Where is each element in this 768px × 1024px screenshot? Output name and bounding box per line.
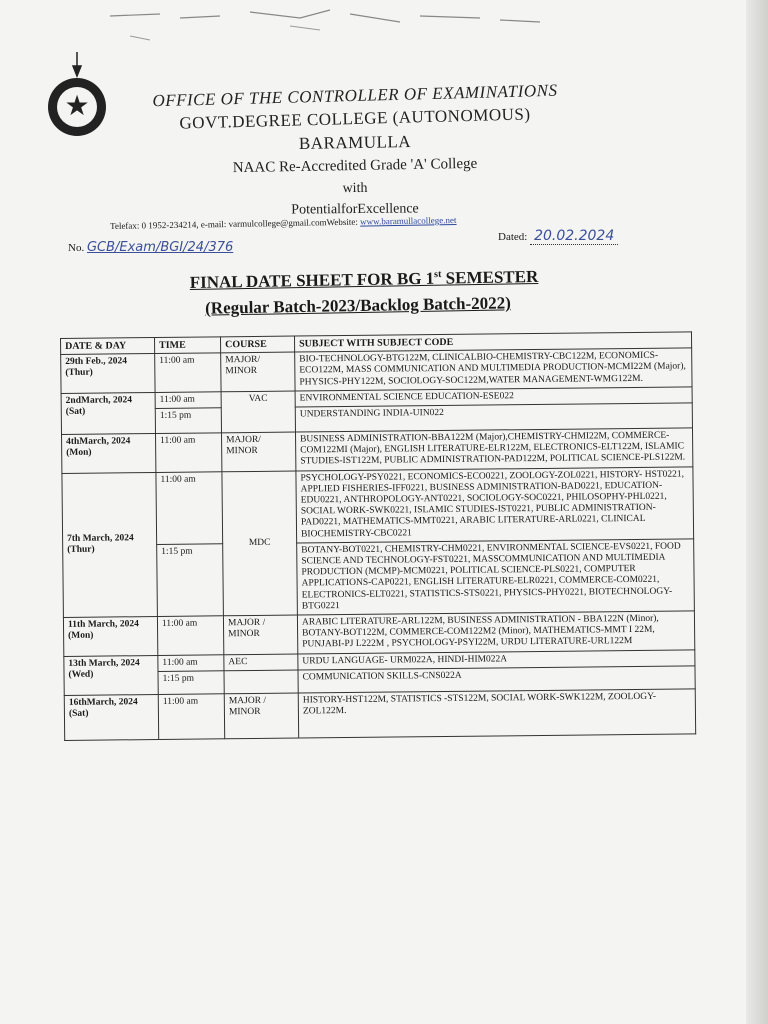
header-date: DATE & DAY <box>61 338 155 355</box>
time-cell: 11:00 am <box>157 616 223 655</box>
table-row <box>61 348 692 393</box>
star-icon: ★ <box>57 87 97 127</box>
office-heading: OFFICE OF THE CONTROLLER OF EXAMINATIONS <box>152 80 558 111</box>
subject-cell: HISTORY-HST122M, STATISTICS -STS122M, SOCIAL WORK-SWK122M, ZOOLOGY-ZOL122M. <box>298 689 695 738</box>
date-cell: 4thMarch, 2024 (Mon) <box>62 434 156 474</box>
reference-number <box>68 240 233 255</box>
course-cell: MAJOR / MINOR <box>224 693 298 739</box>
table-row <box>63 539 695 618</box>
time-cell: 11:00 am <box>155 392 221 409</box>
emblem-pendant-icon <box>72 52 82 78</box>
contact-details: Telefax: 0 1952-234214, e-mail: varmulcollege@gmail.comWebsite: <box>109 216 361 232</box>
time-cell: 1:15 pm <box>157 544 224 617</box>
header-subject: SUBJECT WITH SUBJECT CODE <box>294 332 691 352</box>
college-name: GOVT.DEGREE COLLEGE (AUTONOMOUS) <box>179 104 531 133</box>
course-cell: VAC <box>221 391 295 433</box>
date-cell: 16thMarch, 2024 (Sat) <box>64 694 158 740</box>
date-sheet-table <box>60 331 698 886</box>
with-text: with <box>342 180 368 197</box>
naac-grade: NAAC Re-Accredited Grade 'A' College <box>232 155 478 177</box>
college-city: BARAMULLA <box>298 132 412 153</box>
time-cell: 11:00 am <box>155 353 221 392</box>
date-cell: 29th Feb., 2024 (Thur) <box>61 354 155 394</box>
college-emblem-icon <box>48 78 106 136</box>
course-cell: AEC <box>224 654 298 671</box>
header-course: COURSE <box>220 336 294 353</box>
date-cell: 13th March, 2024 (Wed) <box>64 655 158 695</box>
table-row <box>62 428 693 473</box>
title-text: FINAL DATE SHEET FOR BG 1 <box>189 268 435 293</box>
reference-value: GCB/Exam/BGI/24/376 <box>86 240 234 255</box>
pen-scribbles <box>100 4 620 44</box>
dated-value: 20.02.2024 <box>530 228 618 245</box>
title-text-end: SEMESTER <box>441 266 539 288</box>
reference-label: No. <box>68 242 85 254</box>
course-cell-empty <box>224 670 298 694</box>
time-cell: 11:00 am <box>156 471 223 544</box>
header-time: TIME <box>155 337 221 354</box>
motto: PotentialforExcellence <box>291 201 419 218</box>
subject-cell: BUSINESS ADMINISTRATION-BBA122M (Major),CHEMISTRY-CHMI22M, COMMERCE-COM122MI (Major), ENGLISH LITERATURE-ELR122M, ELECTRONICS-ELT122M, ISLAMIC STUDIES-IST122M, PUBLIC ADMINISTRATION-PAD122M, POLITICAL SCIENCE-PLS122M. <box>295 428 692 471</box>
subject-cell: UNDERSTANDING INDIA-UIN022 <box>295 403 692 432</box>
page-edge-shadow <box>746 0 768 1024</box>
course-cell: MAJOR/ MINOR <box>222 432 296 471</box>
time-cell: 11:00 am <box>158 694 224 740</box>
course-cell: MAJOR/ MINOR <box>221 352 295 391</box>
document-subtitle: (Regular Batch-2023/Backlog Batch-2022) <box>205 293 511 318</box>
subject-cell: ENVIRONMENTAL SCIENCE EDUCATION-ESE022 <box>295 387 692 407</box>
subject-cell: URDU LANGUAGE- URM022A, HINDI-HIM022A <box>298 650 695 670</box>
date-cell: 2ndMarch, 2024 (Sat) <box>61 392 155 434</box>
time-cell: 11:00 am <box>158 654 224 671</box>
table-row <box>62 467 694 546</box>
subject-cell: ARABIC LITERATURE-ARL122M, BUSINESS ADMINISTRATION - BBA122N (Minor), BOTANY-BOT122M, COMMERCE-COM122M2 (Minor), MATHEMATICS-MMT I 22M, PUNJABI-PJ L222M , PSYCHOLOGY-PSYI22M, URDU LITERATURE-URL122M <box>297 611 694 654</box>
date-cell: 11th March, 2024 (Mon) <box>63 617 157 657</box>
course-cell: MDC <box>222 471 298 616</box>
time-cell: 1:15 pm <box>155 408 221 434</box>
date-cell: 7th March, 2024 (Thur) <box>62 472 158 617</box>
website-link[interactable]: www.baramullacollege.net <box>360 214 457 227</box>
title-superscript: st <box>434 268 442 281</box>
table-row <box>64 689 695 741</box>
subject-cell: PSYCHOLOGY-PSY0221, ECONOMICS-ECO0221, ZOOLOGY-ZOL0221, HISTORY- HST0221, APPLIED FISHERIES-IFF0221, BUSINESS ADMINISTRATION-BAD0221, EDUCATION-EDU0221, ANTHROPOLOGY-ANT0221, SOCIOLOGY-SOC0221, PHILOSOPHY-PHL0221, SOCIAL WORK-SWK0221, ISLAMIC STUDIES-IST0221, PUBLIC ADMINISTRATION-PAD0221, MATHEMATICS-MMT0221, ARABIC LITERATURE-ARL0221, CLINICAL BIOCHEMISTRY-CBC0221 <box>296 467 694 543</box>
subject-cell: BOTANY-BOT0221, CHEMISTRY-CHM0221, ENVIRONMENTAL SCIENCE-EVS0221, FOOD SCIENCE AND TECHNOLOGY-FST0221, MASSCOMMUNICATION AND MULTIMEDIA PRODUCTION (MCMP)-MCM0221, POLITICAL SCIENCE-PLS0221, COMPUTER APPLICATIONS-CAP0221, ENGLISH LITERATURE-ELR0221, COMMERCE-COM0221, ELECTRONICS-ELT0221, STATISTICS-STS0221, PHYSICS-PHY0221, BIOTECHNOLOGY-BTG0221 <box>297 539 695 615</box>
time-cell: 11:00 am <box>156 433 222 472</box>
course-cell: MAJOR / MINOR <box>223 615 297 654</box>
subject-cell: COMMUNICATION SKILLS-CNS022A <box>298 666 695 693</box>
document-title <box>134 266 594 294</box>
dated-label: Dated: <box>498 231 528 243</box>
time-cell: 1:15 pm <box>158 671 224 695</box>
table-row <box>63 611 694 656</box>
subject-cell: BIO-TECHNOLOGY-BTG122M, CLINICALBIO-CHEMISTRY-CBC122M, ECONOMICS-ECO122M, MASS COMMUNICATION AND MULTIMEDIA PRODUCTION-MCMI22M (Major), PHYSICS-PHY122M, SOCIOLOGY-SOC122M,WATER MANAGEMENT-WMG122M. <box>295 348 692 391</box>
date-line <box>498 228 618 244</box>
